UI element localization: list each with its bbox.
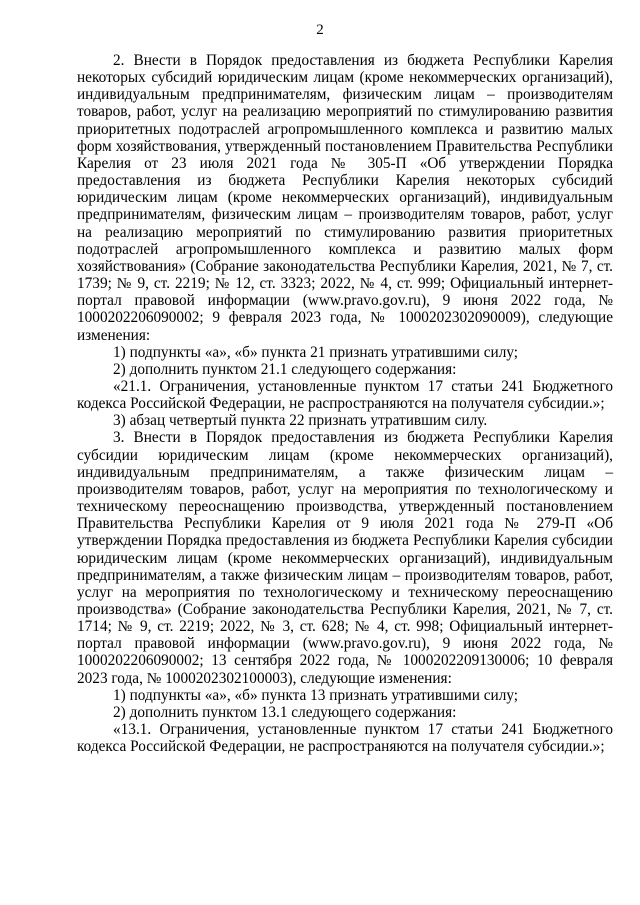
document-body — [77, 52, 613, 755]
quoted-clause-13-1: «13.1. Ограничения, установленные пунктом 17 статьи 241 Бюджетного кодекса Российской Федерации, не распространяются на получателя субсидии.»; — [77, 721, 613, 756]
paragraph-item-3: 3. Внести в Порядок предоставления из бюджета Республики Карелия субсидии юридическим лицам (кроме некоммерческих организаций), индивидуальным предпринимателям, а также физическим лицам – производителям товаров, работ, услуг на мероприятия по технологическому и техническому переоснащению производства, утвержденный постановлением Правительства Республики Карелия от 9 июля 2021 года № 279-П «Об утверждении Порядка предоставления из бюджета Республики Карелия субсидии юридическим лицам (кроме некоммерческих организаций), индивидуальным предпринимателям, а также физическим лицам – производителям товаров, работ, услуг на мероприятия по технологическому и техническому переоснащению производства» (Собрание законодательства Республики Карелия, 2021, № 7, ст. 1714; № 9, ст. 2219; 2022, № 3, ст. 628; № 4, ст. 998; Официальный интернет-портал правовой информации (www.pravo.gov.ru), 9 июня 2022 года, № 1000202206090002; 13 сентября 2022 года, № 1000202209130006; 10 февраля 2023 года, № 1000202302100003), следующие изменения: — [77, 429, 613, 687]
paragraph-item-2: 2. Внести в Порядок предоставления из бюджета Республики Карелия некоторых субсидий юридическим лицам (кроме некоммерческих организаций), индивидуальным предпринимателям, физическим лицам – производителям товаров, работ, услуг на реализацию мероприятий по стимулированию развития приоритетных подотраслей агропромышленного комплекса и развитию малых форм хозяйствования, утвержденный постановлением Правительства Республики Карелия от 23 июля 2021 года № 305-П «Об утверждении Порядка предоставления из бюджета Республики Карелия некоторых субсидий юридическим лицам (кроме некоммерческих организаций), индивидуальным предпринимателям, физическим лицам – производителям товаров, работ, услуг на реализацию мероприятий по стимулированию развития приоритетных подотраслей агропромышленного комплекса и развитию малых форм хозяйствования» (Собрание законодательства Республики Карелия, 2021, № 7, ст. 1739; № 9, ст. 2219; № 12, ст. 3323; 2022, № 4, ст. 999; Официальный интернет-портал правовой информации (www.pravo.gov.ru), 9 июня 2022 года, № 1000202206090002; 9 февраля 2023 года, № 1000202302090009), следующие изменения: — [77, 52, 613, 344]
subitem-2-3: 3) абзац четвертый пункта 22 признать утратившим силу. — [113, 412, 488, 430]
subitem-2-1: 1) подпункты «а», «б» пункта 21 признать утратившими силу; — [113, 343, 519, 361]
quoted-clause-21-1: «21.1. Ограничения, установленные пунктом 17 статьи 241 Бюджетного кодекса Российской Федерации, не распространяются на получателя субсидии.»; — [77, 377, 613, 413]
page-number: 2 — [316, 22, 324, 38]
subitem-3-1: 1) подпункты «а», «б» пункта 13 признать утратившими силу; — [113, 686, 519, 704]
subitem-3-2: 2) дополнить пунктом 13.1 следующего содержания: — [113, 703, 457, 721]
subitem-2-2: 2) дополнить пунктом 21.1 следующего содержания: — [113, 360, 457, 378]
